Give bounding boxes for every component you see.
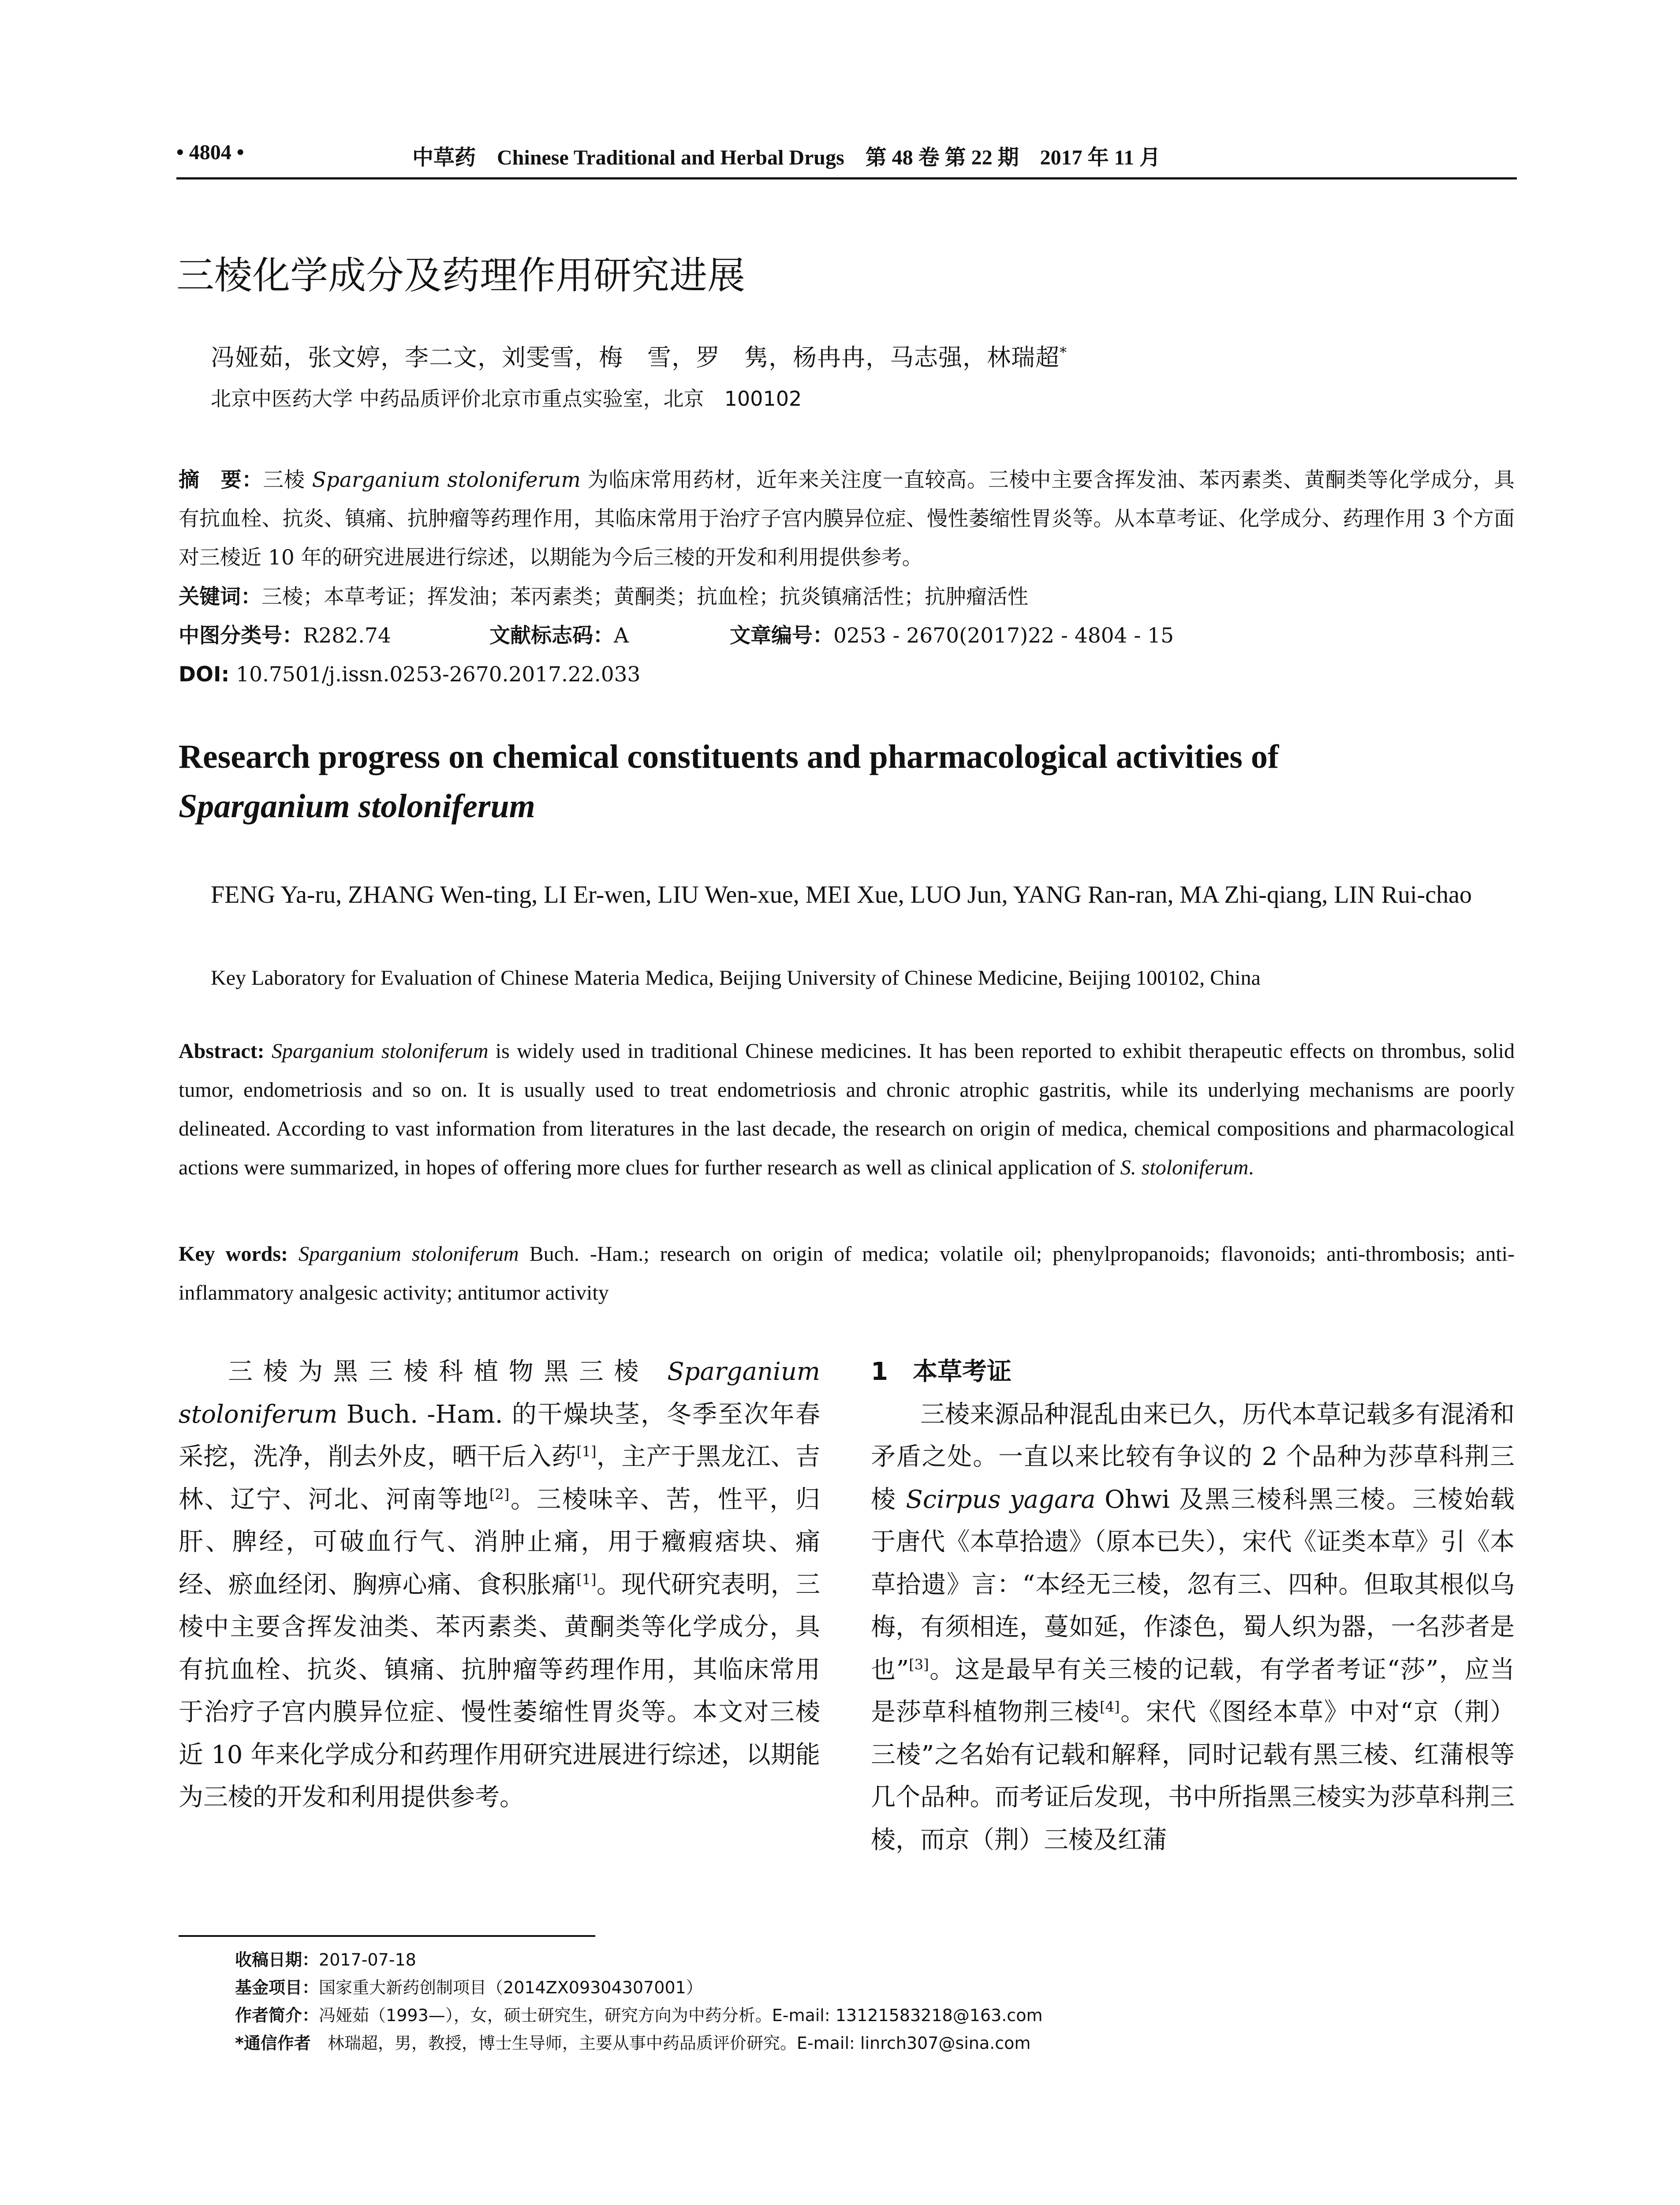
english-keywords-label: Key words: [179, 1242, 288, 1266]
english-title-species: Sparganium stoloniferum [179, 788, 535, 825]
abstract-text: is widely used in traditional Chinese medicines. It has been reported to exhibit therapeutic effects on thrombus, solid tumor, endometriosis and so on. It is usually used to treat endometriosis and chronic atrophic gastritis, while its underlying mechanisms are poorly delineated. According to vast information from literatures in the last decade, the research on origin of medica, chemical compositions and pharmacological actions were summarized, in hopes of offering more clues for further research as well as clinical application of [179, 1039, 1515, 1179]
article-id-label: 文章编号： [730, 624, 833, 648]
body-paragraph [871, 1394, 1515, 1862]
footnote-value: 冯娅茹（1993—），女，硕士研究生，研究方向为中药分析。E-mail: 13121583218@163.com [319, 2006, 1043, 2025]
footnote-value: 国家重大新药创制项目（2014ZX09304307001） [319, 1978, 703, 1997]
body-text: 。这是最早有关三棱的记载，有学者考证“莎”，应当是莎草科植物荆三棱 [871, 1655, 1515, 1727]
article-id-value: 0253 - 2670(2017)22 - 4804 - 15 [833, 624, 1174, 648]
body-text: Ohwi 及黑三棱科黑三棱。三棱始载于唐代《本草拾遗》（原本已失），宋代《证类本草》引《本草拾遗》言：“本经无三棱，忽有三、四种。但取其根似乌梅，有须相连，蔓如延，作漆色，蜀人织为器，一名莎者是也” [871, 1485, 1515, 1684]
english-abstract [179, 1032, 1515, 1187]
footnote-label: 基金项目： [235, 1978, 319, 1997]
footnote-author-bio [235, 2003, 1042, 2028]
chinese-affiliation: 北京中医药大学 中药品质评价北京市重点实验室，北京 100102 [211, 387, 802, 411]
footnote-label: 作者简介： [235, 2006, 319, 2025]
doi-value: 10.7501/j.issn.0253-2670.2017.22.033 [229, 662, 641, 687]
citation: [2] [489, 1485, 510, 1502]
species-name: Sparganium stoloniferum [312, 468, 581, 492]
doc-code-value: A [614, 624, 629, 648]
body-text: Buch. -Ham. 的干燥块茎，冬季至次年春采挖，洗净，削去外皮，晒干后入药 [179, 1400, 820, 1471]
section-heading: 1 本草考证 [871, 1357, 1012, 1386]
running-header [176, 140, 1517, 176]
footnote-fund [235, 1975, 703, 2000]
english-title-line1: Research progress on chemical constituents and pharmacological activities of [179, 738, 1279, 775]
body-text: 。宋代《图经本草》中对“京（荆）三棱”之名始有记载和解释，同时记载有黑三棱、红蒲根等几个品种。而考证后发现，书中所指黑三棱实为莎草科荆三棱，而京（荆）三棱及红蒲 [871, 1698, 1515, 1854]
chinese-keywords [179, 578, 1515, 617]
body-text: 。三棱味辛、苦，性平，归肝、脾经，可破血行气、消肿止痛，用于癥瘕痞块、痛经、瘀血经闭、胸痹心痛、食积胀痛 [179, 1485, 821, 1599]
classification-line [179, 617, 1515, 655]
footnote-corresponding [235, 2030, 1030, 2056]
english-keywords [179, 1235, 1515, 1312]
body-text: 三棱来源品种混乱由来已久，历代本草记载多有混淆和矛盾之处。一直以来比较有争议的 2 个品种为莎草科荆三棱 [871, 1400, 1515, 1514]
citation: [3] [909, 1656, 929, 1673]
clc-value: R282.74 [303, 624, 391, 648]
page-number: • 4804 • [176, 141, 244, 164]
clc-label: 中图分类号： [179, 624, 303, 648]
footnote-rule [179, 1935, 595, 1937]
citation: [1] [576, 1570, 597, 1588]
doc-code-label: 文献标志码： [489, 624, 614, 648]
species-name: Sparganium stoloniferum [299, 1242, 519, 1266]
chinese-keywords-label: 关键词： [179, 585, 261, 609]
body-text: ，主产于黑龙江、吉林、辽宁、河北、河南等地 [179, 1443, 821, 1514]
body-text: 三棱为黑三棱科植物黑三棱 [228, 1357, 668, 1386]
abstract-text: 为临床常用药材，近年来关注度一直较高。三棱中主要含挥发油、苯丙素类、黄酮类等化学成分，具有抗血栓、抗炎、镇痛、抗肿瘤等药理作用，其临床常用于治疗子宫内膜异位症、慢性萎缩性胃炎等。从本草考证、化学成分、药理作用 3 个方面对三棱近 10 年的研究进展进行综述，以期能为今后三棱的开发和利用提供参考。 [179, 468, 1515, 570]
citation: [4] [1100, 1698, 1120, 1715]
abstract-text: . [1248, 1156, 1254, 1179]
header-rule [176, 177, 1517, 179]
footnote-label: 收稿日期： [235, 1950, 319, 1970]
body-paragraph [179, 1351, 820, 1819]
english-keywords-text: Buch. -Ham.; research on origin of medica; volatile oil; phenylpropanoids; flavonoids; anti-thrombosis; anti-inflammatory analgesic activity; antitumor activity [179, 1242, 1515, 1304]
body-right-column [871, 1351, 1515, 1861]
chinese-abstract-label: 摘 要： [179, 468, 263, 492]
chinese-author-list: 冯娅茹，张文婷，李二文，刘雯雪，梅 雪，罗 隽，杨冉冉，马志强，林瑞超 [211, 344, 1060, 371]
species-name: Scirpus yagara [906, 1485, 1096, 1514]
species-abbr: S. stoloniferum [1120, 1156, 1249, 1179]
english-abstract-label: Abstract: [179, 1039, 265, 1063]
footnote-value: 2017-07-18 [319, 1950, 416, 1970]
doi-label: DOI: [179, 662, 230, 687]
chinese-keywords-text: 三棱；本草考证；挥发油；苯丙素类；黄酮类；抗血栓；抗炎镇痛活性；抗肿瘤活性 [261, 585, 1028, 609]
english-affiliation: Key Laboratory for Evaluation of Chinese Materia Medica, Beijing University of Chinese Medicine, Beijing 100102, China [211, 966, 1261, 990]
footnote-value: 林瑞超，男，教授，博士生导师，主要从事中药品质评价研究。E-mail: linrch307@sina.com [310, 2033, 1031, 2053]
chinese-title: 三棱化学成分及药理作用研究进展 [176, 254, 745, 298]
doi-line [179, 655, 1515, 694]
english-title [179, 732, 1515, 831]
citation: [1] [576, 1443, 597, 1460]
footnote-received [235, 1947, 416, 1973]
journal-info: 中草药 Chinese Traditional and Herbal Drugs 第 48 卷 第 22 期 2017 年 11 月 [412, 146, 1161, 169]
chinese-abstract [179, 461, 1515, 577]
body-left-column [179, 1351, 820, 1819]
species-name: Sparganium stoloniferum [179, 1357, 820, 1429]
chinese-authors [211, 339, 1067, 373]
species-name: Sparganium stoloniferum [271, 1039, 489, 1063]
footnote-label: *通信作者 [235, 2033, 311, 2053]
corresponding-mark: * [1060, 344, 1067, 361]
body-text: 。现代研究表明，三棱中主要含挥发油类、苯丙素类、黄酮类等化学成分，具有抗血栓、抗炎、镇痛、抗肿瘤等药理作用，其临床常用于治疗子宫内膜异位症、慢性萎缩性胃炎等。本文对三棱近 10 年来化学成分和药理作用研究进展进行综述，以期能为三棱的开发和利用提供参考。 [179, 1570, 821, 1812]
english-authors: FENG Ya-ru, ZHANG Wen-ting, LI Er-wen, LIU Wen-xue, MEI Xue, LUO Jun, YANG Ran-ran, MA Zhi-qiang, LIN Rui-chao [211, 881, 1472, 908]
abstract-text: 三棱 [263, 468, 312, 492]
